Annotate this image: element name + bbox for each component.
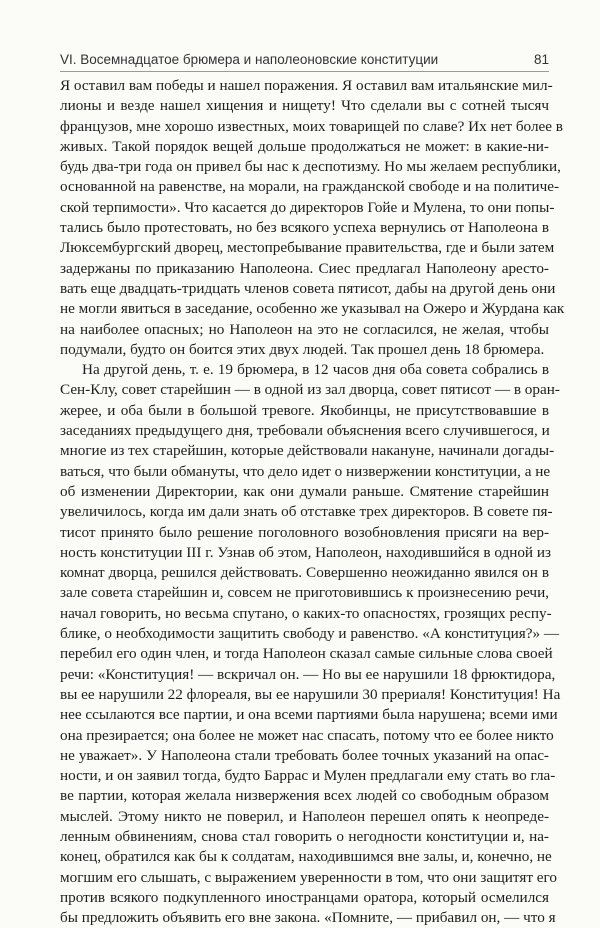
text-line: Люксембургский дворец, местопребывание правительства, где и были затем <box>60 239 555 257</box>
text-line: ваться, что были обмануты, что дело идет о низвержении конституции, а не <box>60 462 551 480</box>
text-line: против всякого подкупленного иностранцами оратора, который осмелился <box>60 888 549 906</box>
text-line: на наиболее опасных; но Наполеон на это не согласился, не желая, чтобы <box>60 320 549 338</box>
text-line: перебил его один член, и тогда Наполеон сказал самые сильные слова своей <box>60 645 553 663</box>
text-line: она презирается; она более не может нас спасать, потому что ее более никто <box>60 726 554 744</box>
text-line: тисот принято было решение поголовного возобновления присяги на вер- <box>60 523 549 541</box>
text-line: Я оставил вам победы и нашел поражения. Я оставил вам итальянские мил- <box>60 77 553 94</box>
text-line: ность конституции III г. Узнав об этом, Наполеон, находившийся в одной из <box>60 543 551 561</box>
text-line: не могли явиться в заседание, особенно же указывал на Ожеро и Журдана как <box>60 300 565 318</box>
header-rule <box>60 71 549 72</box>
text-line: могшим его слышать, с выражением уверенности в том, что они защитят его <box>60 868 557 886</box>
text-line: вы ее нарушили 22 флореаля, вы ее нарушили 30 прериаля! Конституция! На <box>60 685 561 703</box>
page-number: 81 <box>533 52 549 67</box>
text-line: тались было протестовать, но без всякого успеха вернулись от Наполеона в <box>60 219 549 237</box>
body-text <box>60 76 565 928</box>
text-line: живых. Такой порядок вещей дольше продолжаться не может: в какие-ни- <box>60 137 549 155</box>
text-line: ности, и он заявил тогда, будто Баррас и Мулен предлагали ему стать во гла- <box>60 767 556 785</box>
text-line: будь два-три года он привел бы нас к деспотизму. Но мы желаем республики, <box>60 158 561 176</box>
text-line: об изменении Директории, как они думали раньше. Смятение старейшин <box>60 482 549 500</box>
text-line: ве партии, которая желала низвержения всех людей со свободным образом <box>60 787 549 805</box>
text-line: жерее, и оба были в большой тревоге. Якобинцы, не присутствовавшие в <box>60 401 549 419</box>
text-line: французов, мне хорошо известных, моих товарищей по славе? Их нет более в <box>60 117 563 135</box>
text-line: конец, обратился как бы к солдатам, находившимся вне залы, и, конечно, не <box>60 848 552 866</box>
text-line: Сен-Клу, совет старейшин — в одной из зал дворца, совет пятисот — в оран- <box>60 381 560 399</box>
text-line: не уважает». У Наполеона стали требовать более точных указаний на опас- <box>60 746 549 764</box>
text-line: мыслей. Этому никто не поверил, и Наполеон перешел опять к неопреде- <box>60 807 549 825</box>
text-line: нее ссылаются все партии, и она всеми партиями была нарушена; всеми ими <box>60 706 558 724</box>
text-line: бы предложить объявить его вне закона. «Помните, — прибавил он, — что я <box>60 909 556 927</box>
paragraph <box>60 76 565 360</box>
text-line: многие из тех старейшин, которые действовали накануне, начинали догады- <box>60 442 555 460</box>
text-line: вать еще двадцать-тридцать членов совета пятисот, дабы на другой день они <box>60 279 556 297</box>
text-line: зале совета старейшин и, совсем не приготовившись к произнесению речи, <box>60 584 549 602</box>
text-line: заседаниях предыдущего дня, требовали объяснения всего случившегося, и <box>60 422 550 440</box>
text-line: комнат дворца, решился действовать. Совершенно неожиданно явился он в <box>60 564 549 582</box>
text-line: ской терпимости». Что касается до директоров Гойе и Мулена, то они попы- <box>60 198 555 216</box>
text-line: лионы и везде нашел хищения и нищету! Что сделали вы с сотней тысяч <box>60 97 549 115</box>
text-line: На другой день, т. е. 19 брюмера, в 12 часов дня оба совета собрались в <box>82 361 549 379</box>
text-line: ленным обвинениям, снова стал говорить о негодности конституции и, на- <box>60 827 549 845</box>
text-line: подумали, будто он боится этих двух людей. Так прошел день 18 брюмера. <box>60 340 545 358</box>
text-line: речи: «Конституция! — вскричал он. — Но вы ее нарушили 18 фрюктидора, <box>60 665 556 683</box>
text-line: основанной на равенстве, на морали, на гражданской свободе и на политиче- <box>60 178 560 196</box>
paragraph <box>60 360 561 928</box>
text-line: начал говорить, но весьма спутано, о каких-то опасностях, грозящих респу- <box>60 604 552 622</box>
text-line: блике, о необходимости защитить свободу и равенство. «А конституция?» — <box>60 625 560 643</box>
text-line: задержаны по приказанию Наполеона. Сиес предлагал Наполеону аресто- <box>60 259 549 277</box>
chapter-title: VI. Восемнадцатое брюмера и наполеоновские конституции <box>60 52 439 67</box>
text-line: увеличилось, когда им дали знать об отставке трех директоров. В совете пя- <box>60 503 553 521</box>
